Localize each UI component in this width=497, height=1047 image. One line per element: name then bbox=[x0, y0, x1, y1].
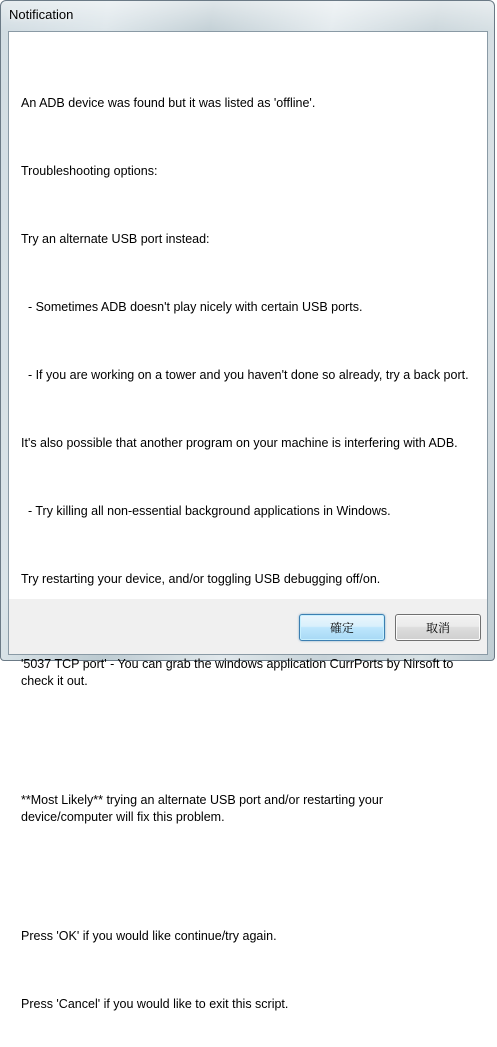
cancel-button-label: 取消 bbox=[425, 621, 450, 635]
window-title: Notification bbox=[9, 7, 74, 22]
message-text bbox=[21, 61, 471, 1047]
button-bar bbox=[9, 599, 487, 654]
message-line: - Sometimes ADB doesn't play nicely with certain USB ports. bbox=[21, 300, 363, 314]
dialog-client-area bbox=[8, 31, 488, 1011]
message-line: Press 'Cancel' if you would like to exit this script. bbox=[21, 997, 289, 1011]
message-line: It's also possible that another program on your machine is interfering with ADB. bbox=[21, 436, 458, 450]
message-line: Press 'OK' if you would like continue/try again. bbox=[21, 929, 277, 943]
message-line: - Try killing all non-essential background applications in Windows. bbox=[21, 504, 391, 518]
message-line: **Most Likely** trying an alternate USB port and/or restarting your device/computer will fix this problem. bbox=[21, 793, 387, 824]
message-line: An ADB device was found but it was listed as 'offline'. bbox=[21, 96, 316, 110]
ok-button[interactable] bbox=[299, 614, 385, 641]
message-line: - If you are working on a tower and you haven't done so already, try a back port. bbox=[21, 368, 469, 382]
title-bar[interactable] bbox=[1, 1, 494, 31]
cancel-button[interactable] bbox=[395, 614, 481, 641]
message-line: '5037 TCP port' - You can grab the windows application CurrPorts by Nirsoft to check it out. bbox=[21, 657, 454, 688]
message-line: Try an alternate USB port instead: bbox=[21, 232, 210, 246]
message-line: Troubleshooting options: bbox=[21, 164, 158, 178]
ok-button-label: 確定 bbox=[329, 621, 354, 635]
message-line: Try restarting your device, and/or toggling USB debugging off/on. bbox=[21, 572, 381, 586]
